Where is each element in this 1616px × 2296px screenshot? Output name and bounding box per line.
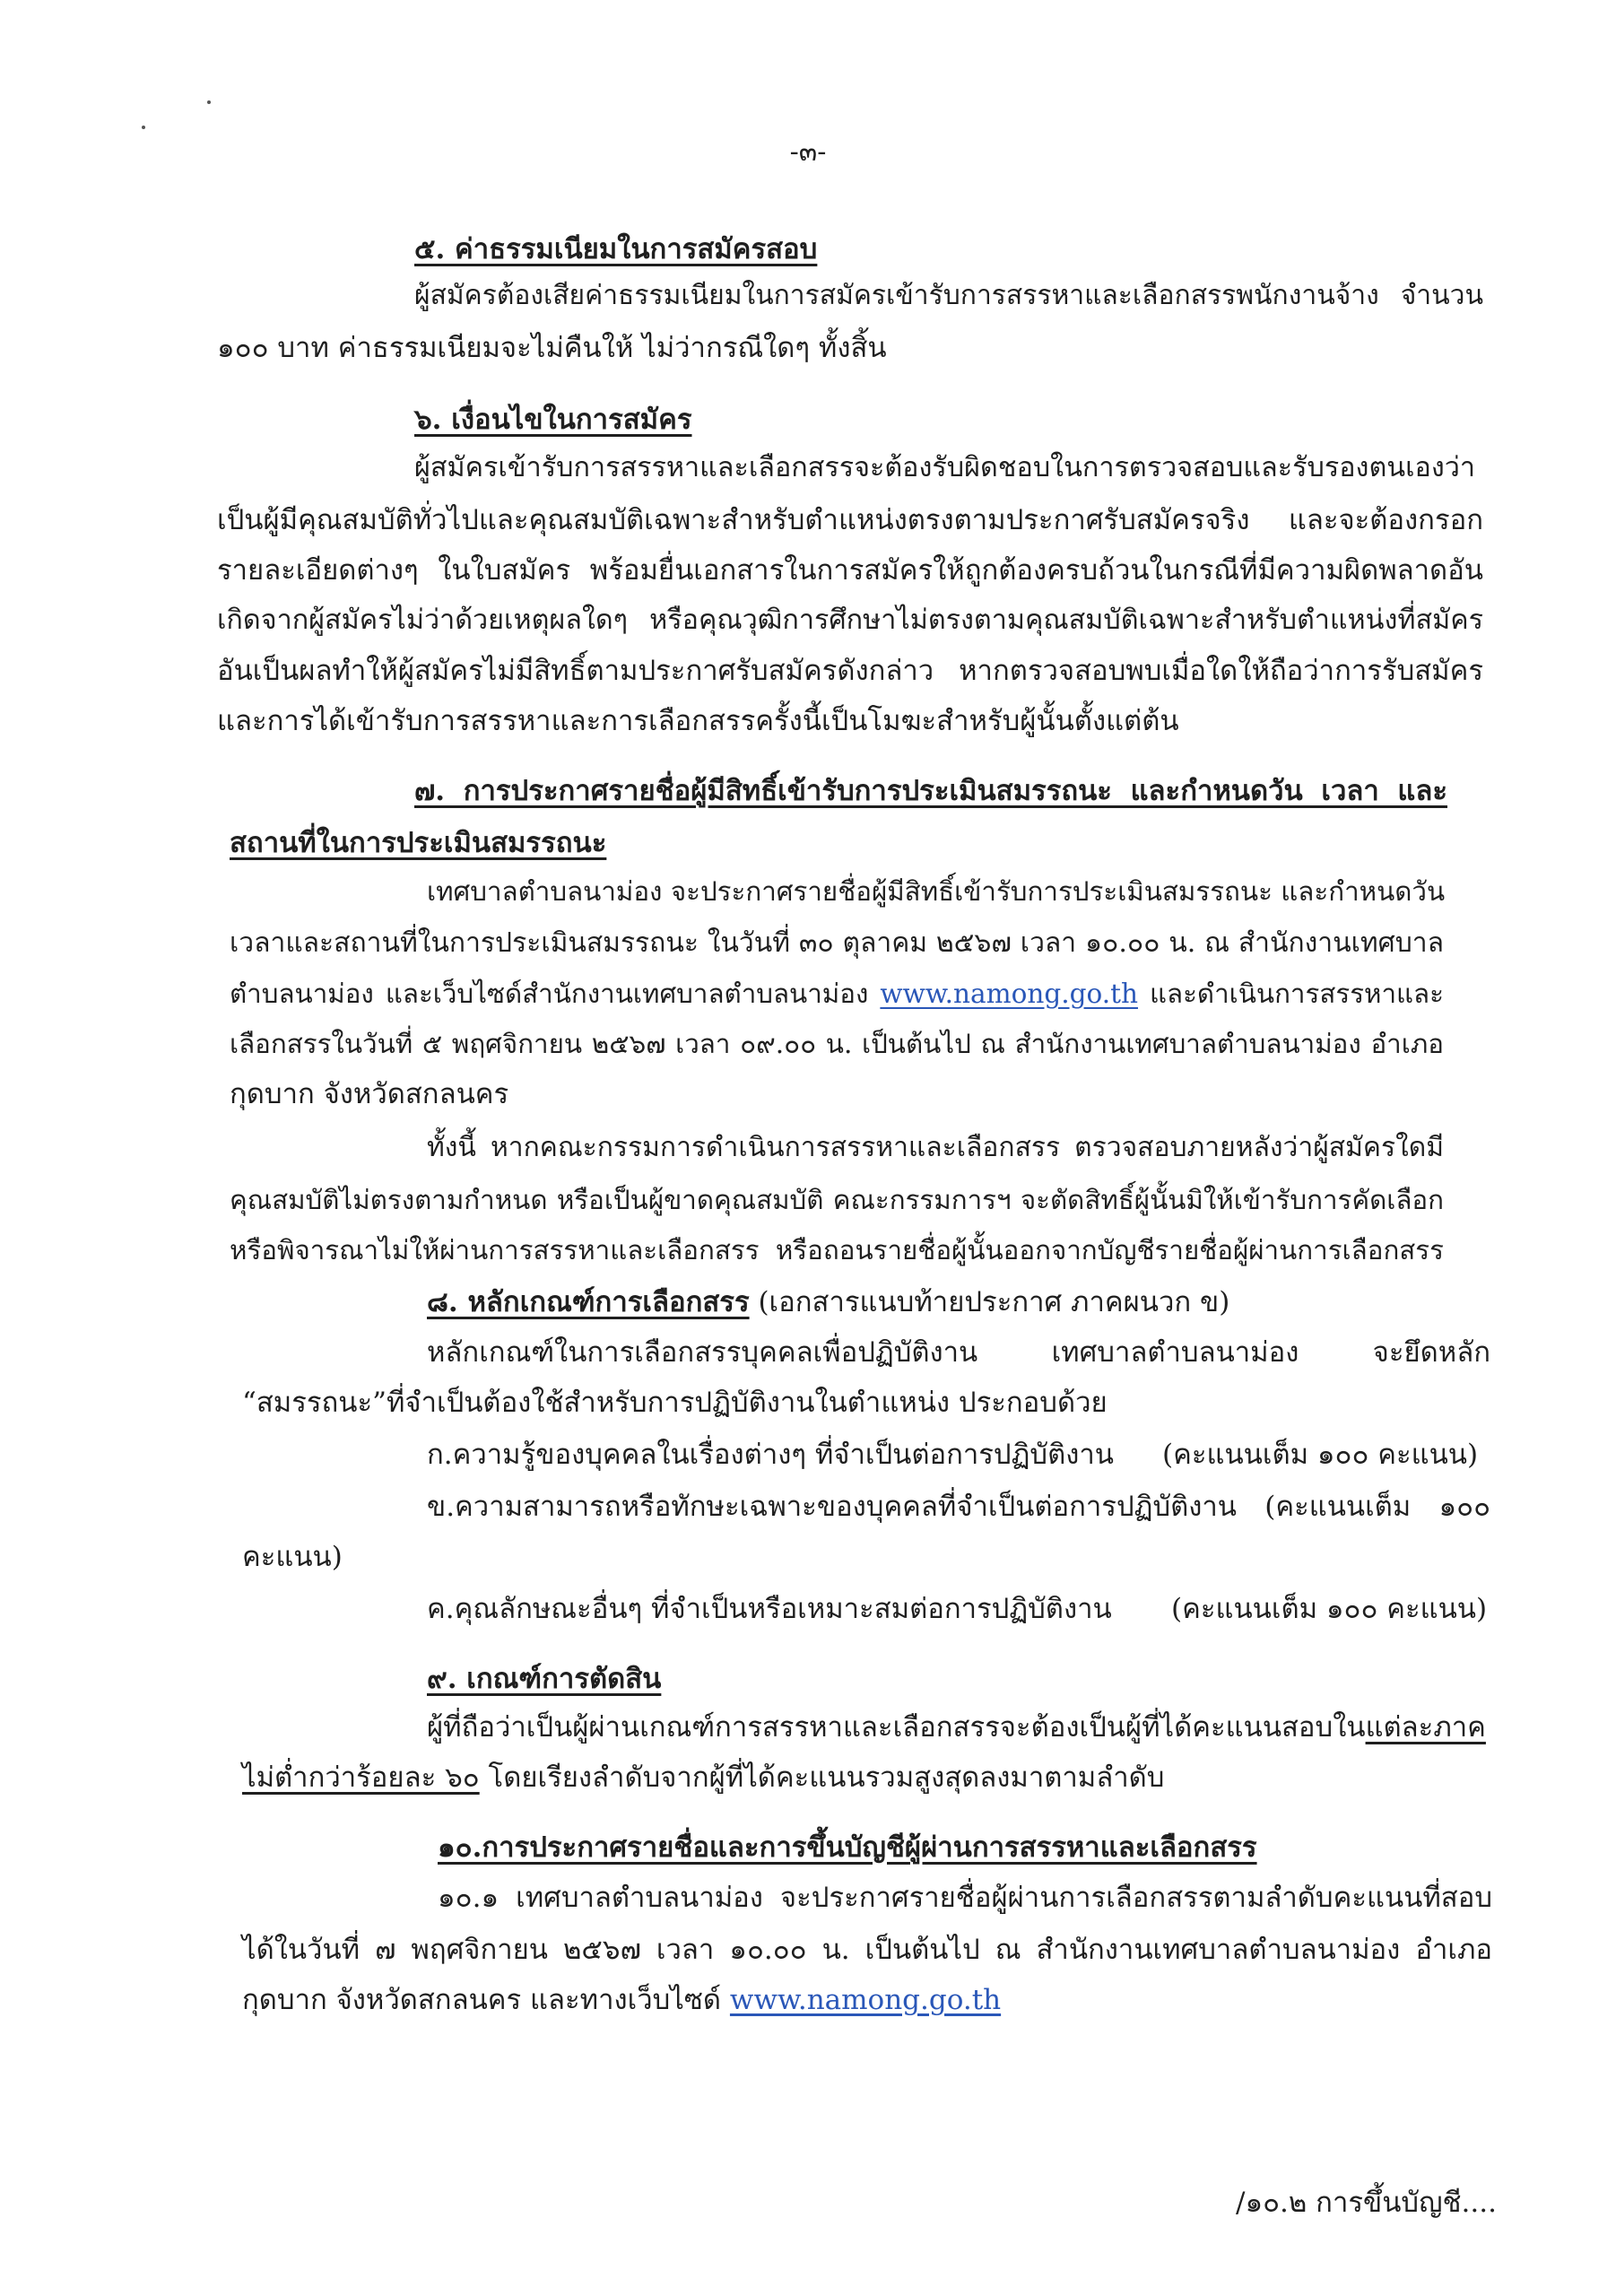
section-7-line: ทั้งนี้ หากคณะกรรมการดำเนินการสรรหาและเลือกสรร ตรวจสอบภายหลังว่าผู้สมัครใดมี xyxy=(427,1132,1444,1163)
namong-website-link[interactable]: www.namong.go.th xyxy=(729,1984,1002,2016)
text-segment: โดยเรียงลำดับจากผู้ที่ได้คะแนนรวมสูงสุดลงมาตามลำดับ xyxy=(479,1761,1165,1794)
scan-speck xyxy=(207,100,211,104)
section-5-line: ผู้สมัครต้องเสียค่าธรรมเนียมในการสมัครเข้ารับการสรรหาและเลือกสรรพนักงานจ้าง จำนวน xyxy=(414,280,1483,311)
section-6-heading: ๖. เงื่อนไขในการสมัคร xyxy=(414,404,692,436)
section-7-line: คุณสมบัติไม่ตรงตามกำหนด หรือเป็นผู้ขาดคุณสมบัติ คณะกรรมการฯ จะตัดสิทธิ์ผู้นั้นมิให้เข้ารับการคัดเลือก xyxy=(230,1185,1444,1215)
section-7-heading-cont: สถานที่ในการประเมินสมรรถนะ xyxy=(230,827,607,859)
section-10-line: ได้ในวันที่ ๗ พฤศจิกายน ๒๕๖๗ เวลา ๑๐.๐๐ น. เป็นต้นไป ณ สำนักงานเทศบาลตำบลนาม่อง อำเภอ xyxy=(242,1934,1492,1966)
section-6-line: และการได้เข้ารับการสรรหาและการเลือกสรรครั้งนี้เป็นโมฆะสำหรับผู้นั้นตั้งแต่ต้น xyxy=(217,705,1179,737)
section-5-heading: ๕. ค่าธรรมเนียมในการสมัครสอบ xyxy=(414,233,818,265)
section-8-item-c: ค.คุณลักษณะอื่นๆ ที่จำเป็นหรือเหมาะสมต่อการปฏิบัติงาน xyxy=(427,1593,1112,1625)
scan-speck xyxy=(142,126,145,129)
text-segment: กุดบาก จังหวัดสกลนคร และทางเว็บไซด์ xyxy=(242,1984,730,2016)
section-8-heading xyxy=(427,1284,1229,1320)
section-7-line: กุดบาก จังหวัดสกลนคร xyxy=(230,1078,509,1110)
section-9-line xyxy=(242,1760,1164,1796)
section-8-line: หลักเกณฑ์ในการเลือกสรรบุคคลเพื่อปฏิบัติงาน เทศบาลตำบลนาม่อง จะยึดหลัก xyxy=(427,1336,1490,1369)
section-6-line: ผู้สมัครเข้ารับการสรรหาและเลือกสรรจะต้องรับผิดชอบในการตรวจสอบและรับรองตนเองว่า xyxy=(414,452,1475,483)
section-10-line: ๑๐.๑ เทศบาลตำบลนาม่อง จะประกาศรายชื่อผู้ผ่านการเลือกสรรตามลำดับคะแนนที่สอบ xyxy=(438,1882,1492,1914)
section-6-line: อันเป็นผลทำให้ผู้สมัครไม่มีสิทธิ์ตามประกาศรับสมัครดังกล่าว หากตรวจสอบพบเมื่อใดให้ถือว่าการรับสมัคร xyxy=(217,655,1483,687)
section-7-line xyxy=(230,976,1444,1012)
continuation-note: /๑๐.๒ การขึ้นบัญชี.... xyxy=(1236,2187,1497,2219)
section-7-line: เวลาและสถานที่ในการประเมินสมรรถนะ ในวันที่ ๓๐ ตุลาคม ๒๕๖๗ เวลา ๑๐.๐๐ น. ณ สำนักงานเทศบาล xyxy=(230,927,1445,959)
section-8-heading-title: ๘. หลักเกณฑ์การเลือกสรร xyxy=(427,1286,750,1318)
section-8-item-a-score: (คะแนนเต็ม ๑๐๐ คะแนน) xyxy=(1162,1439,1479,1471)
section-8-item-b-cont: คะแนน) xyxy=(242,1541,343,1573)
section-8-line: “สมรรถนะ”ที่จำเป็นต้องใช้สำหรับการปฏิบัติงานในตำแหน่ง ประกอบด้วย xyxy=(242,1387,1108,1419)
section-6-line: เกิดจากผู้สมัครไม่ว่าด้วยเหตุผลใดๆ หรือคุณวุฒิการศึกษาไม่ตรงตามคุณสมบัติเฉพาะสำหรับตำแหน่งที่สมัคร xyxy=(217,604,1483,636)
section-10-line xyxy=(242,1982,1001,2018)
section-7-line: เลือกสรรในวันที่ ๕ พฤศจิกายน ๒๕๖๗ เวลา ๐๙.๐๐ น. เป็นต้นไป ณ สำนักงานเทศบาลตำบลนาม่อง อำเภอ xyxy=(230,1029,1444,1059)
section-8-item-a: ก.ความรู้ของบุคคลในเรื่องต่างๆ ที่จำเป็นต่อการปฏิบัติงาน xyxy=(427,1439,1114,1471)
section-6-line: รายละเอียดต่างๆ ในใบสมัคร พร้อมยื่นเอกสารในการสมัครให้ถูกต้องครบถ้วนในกรณีที่มีความผิดพลาดอัน xyxy=(217,554,1483,587)
section-7-line: หรือพิจารณาไม่ให้ผ่านการสรรหาและเลือกสรร หรือถอนรายชื่อผู้นั้นออกจากบัญชีรายชื่อผู้ผ่านการเลือกสรร xyxy=(230,1235,1444,1265)
text-segment: และดำเนินการสรรหาและ xyxy=(1137,978,1444,1009)
section-8-heading-note: (เอกสารแนบท้ายประกาศ ภาคผนวก ข) xyxy=(749,1286,1230,1318)
section-6-line: เป็นผู้มีคุณสมบัติทั่วไปและคุณสมบัติเฉพาะสำหรับตำแหน่งตรงตามประกาศรับสมัครจริง และจะต้องกรอก xyxy=(217,504,1483,536)
section-8-item-c-score: (คะแนนเต็ม ๑๐๐ คะแนน) xyxy=(1171,1593,1488,1625)
text-segment-underlined: แต่ละภาค xyxy=(1365,1711,1486,1744)
section-5-line: ๑๐๐ บาท ค่าธรรมเนียมจะไม่คืนให้ ไม่ว่ากรณีใดๆ ทั้งสิ้น xyxy=(217,332,887,364)
text-segment: ตำบลนาม่อง และเว็บไซด์สำนักงานเทศบาลตำบลนาม่อง xyxy=(230,978,881,1009)
text-segment: ผู้ที่ถือว่าเป็นผู้ผ่านเกณฑ์การสรรหาและเลือกสรรจะต้องเป็นผู้ที่ได้คะแนนสอบใน xyxy=(427,1711,1366,1744)
section-9-line xyxy=(427,1709,1490,1745)
section-7-line: เทศบาลตำบลนาม่อง จะประกาศรายชื่อผู้มีสิทธิ์เข้ารับการประเมินสมรรถนะ และกำหนดวัน xyxy=(427,876,1446,907)
section-9-heading: ๙. เกณฑ์การตัดสิน xyxy=(427,1663,662,1695)
section-7-heading: ๗. การประกาศรายชื่อผู้มีสิทธิ์เข้ารับการประเมินสมรรถนะ และกำหนดวัน เวลา และ xyxy=(414,775,1447,807)
text-segment-underlined: ไม่ต่ำกว่าร้อยละ ๖๐ xyxy=(242,1761,480,1794)
section-8-item-b: ข.ความสามารถหรือทักษะเฉพาะของบุคคลที่จำเป็นต่อการปฏิบัติงาน (คะแนนเต็ม ๑๐๐ xyxy=(427,1491,1490,1523)
section-10-heading: ๑๐.การประกาศรายชื่อและการขึ้นบัญชีผู้ผ่านการสรรหาและเลือกสรร xyxy=(438,1831,1257,1864)
page-number: -๓- xyxy=(789,136,827,168)
namong-website-link[interactable]: www.namong.go.th xyxy=(880,978,1138,1009)
